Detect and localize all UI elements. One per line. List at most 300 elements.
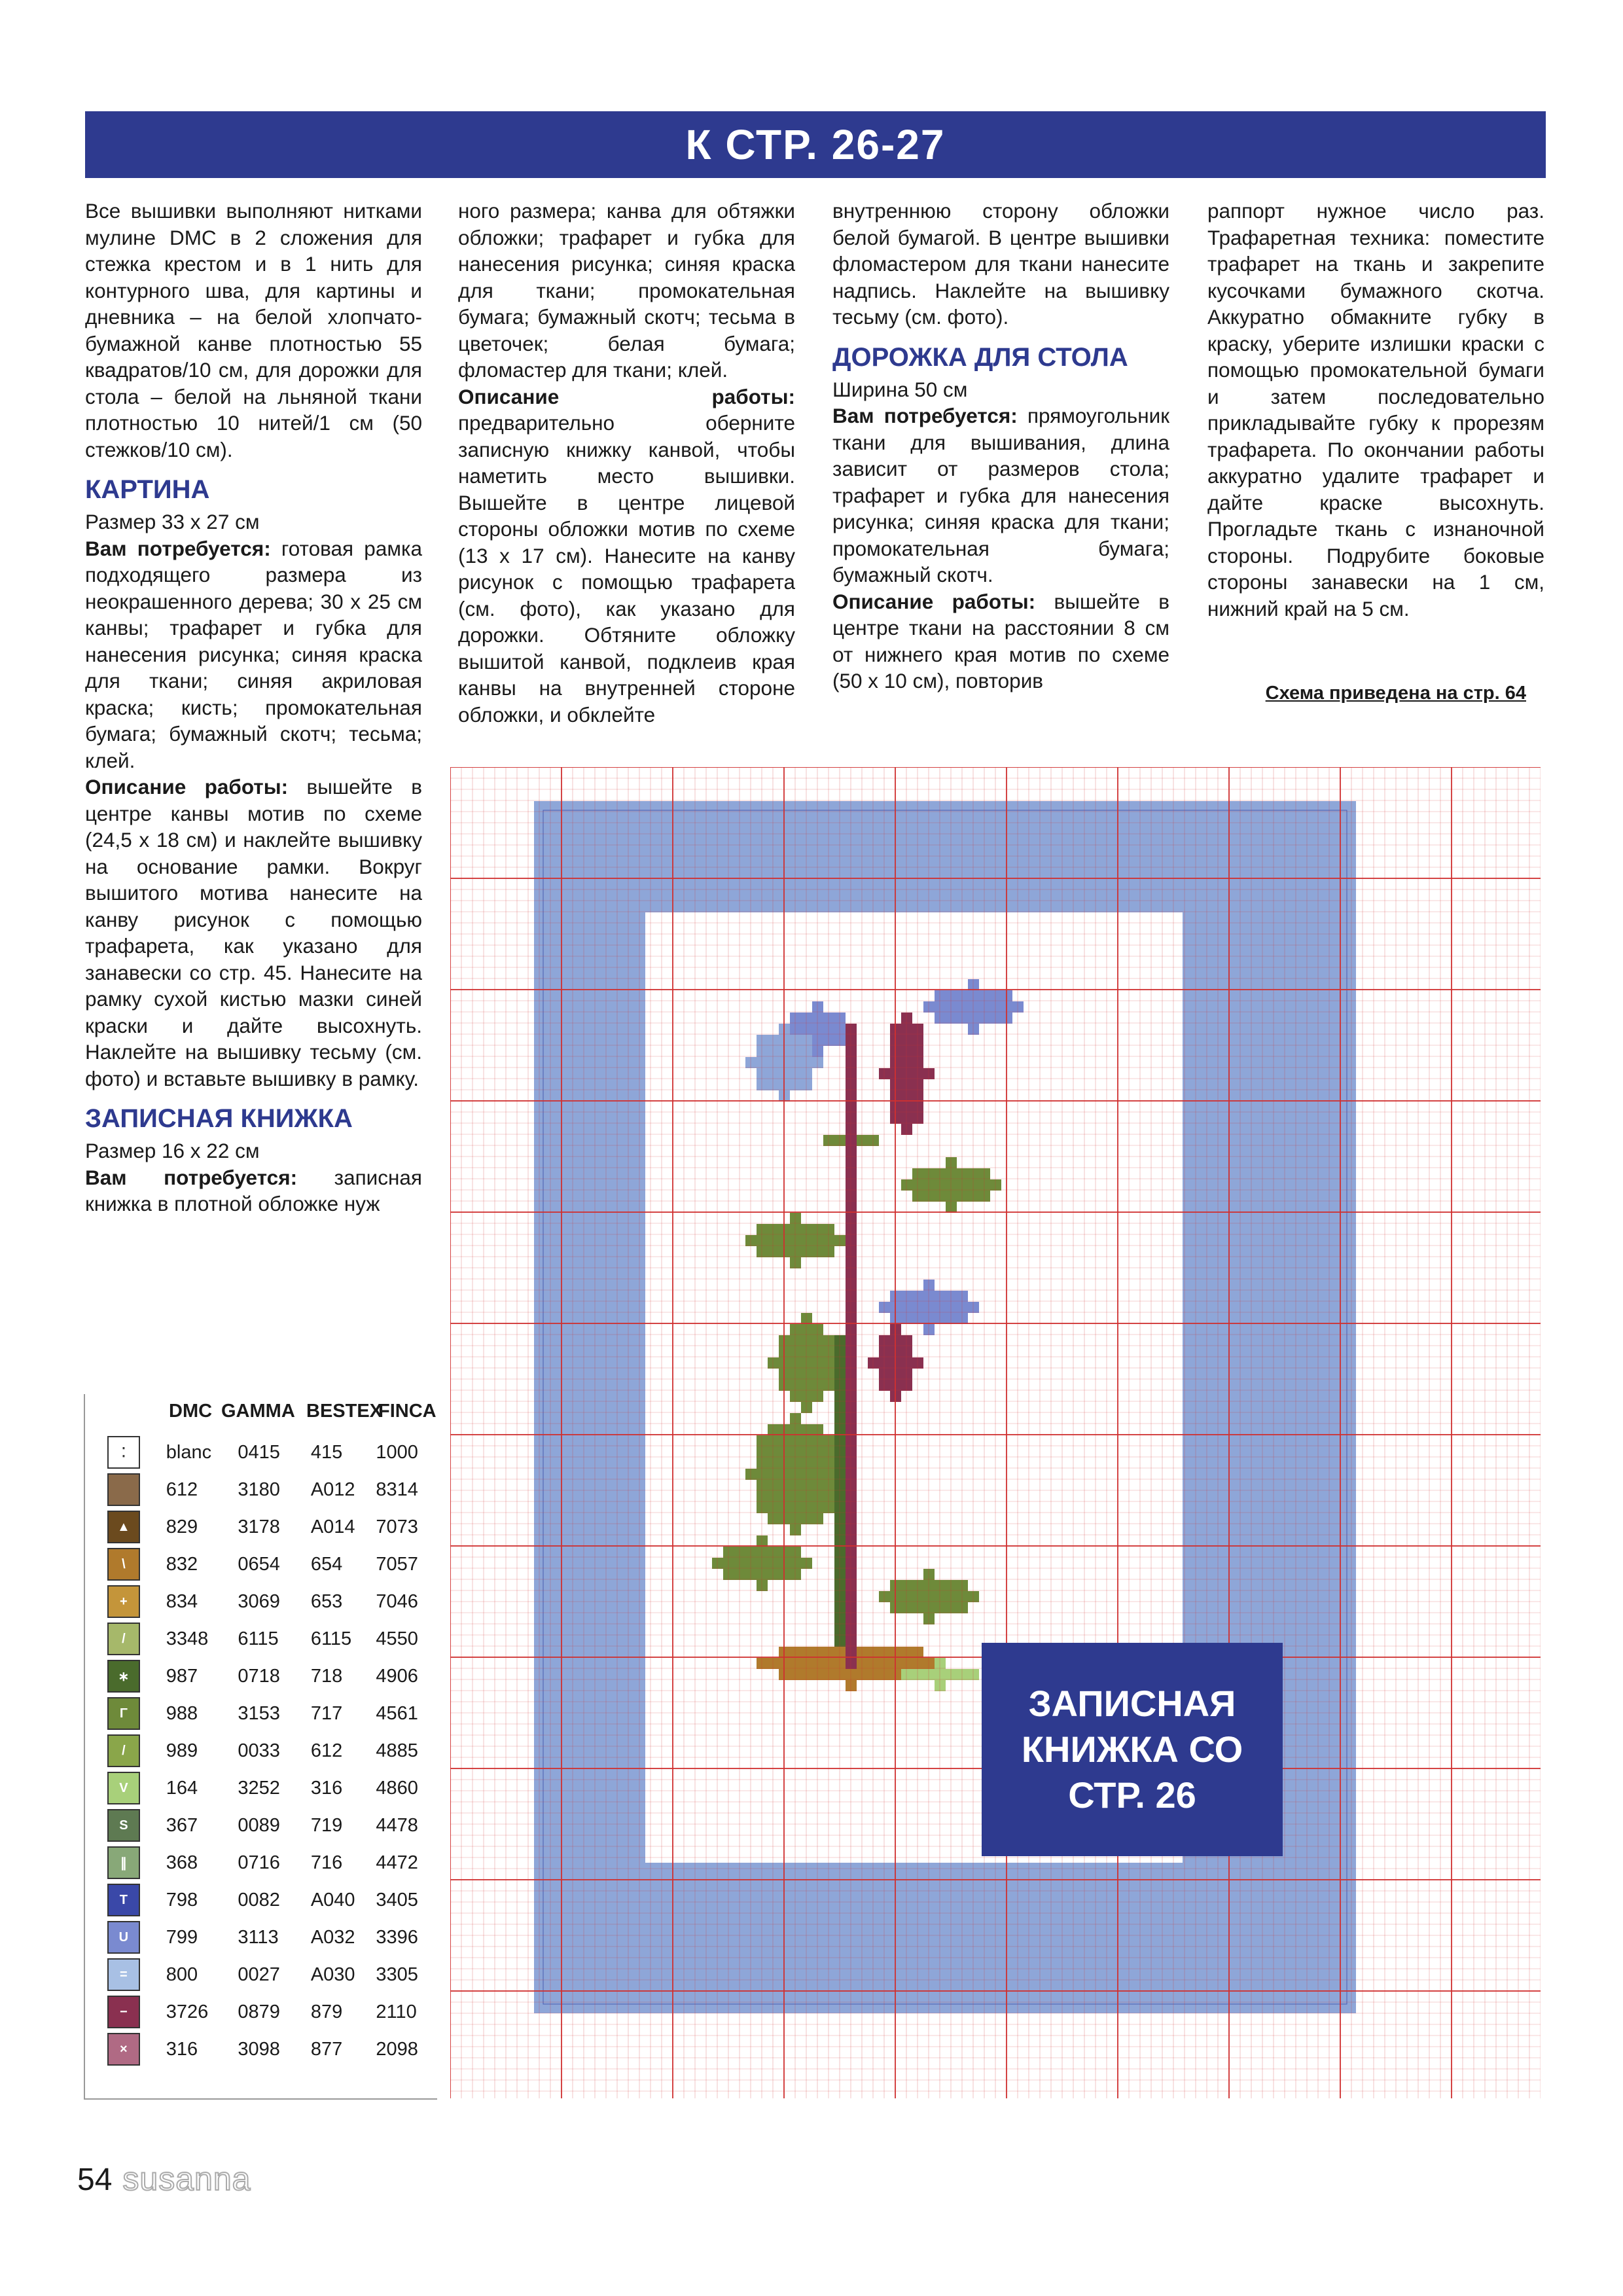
- legend-head-finca: FINCA: [378, 1401, 437, 1422]
- leaf-stitch: [768, 1569, 779, 1580]
- stem-stitch: [901, 1079, 912, 1090]
- stem-stitch: [846, 1324, 857, 1335]
- leaf-stitch: [901, 1602, 912, 1613]
- leaf-stitch: [812, 1446, 823, 1458]
- legend-gamma-code: 0033: [238, 1740, 280, 1761]
- legend-dmc-code: 800: [166, 1964, 198, 1985]
- flower-stitch: [946, 990, 957, 1001]
- leaf-stitch: [757, 1569, 768, 1580]
- leaf-stitch: [957, 1591, 968, 1602]
- stem-stitch: [879, 1335, 890, 1346]
- leaf-stitch: [912, 1602, 923, 1613]
- leaf-stitch: [812, 1224, 823, 1235]
- leaf-stitch: [790, 1446, 801, 1458]
- leaf-stitch: [757, 1535, 768, 1547]
- stem-stitch: [846, 1602, 857, 1613]
- notebook-desc-cont: внутреннюю сторону обложки белой бумагой. В центре вышивки фломастером для ткани нанесите надпись. Наклейте на вышивку тесьму (см. фото).: [832, 199, 1169, 329]
- flower-stitch: [834, 1024, 846, 1035]
- legend-dmc-code: 367: [166, 1814, 198, 1836]
- grass-stitch: [957, 1669, 968, 1680]
- legend-dmc-code: 829: [166, 1516, 198, 1537]
- leaf-stitch: [812, 1324, 823, 1335]
- leaf-stitch: [812, 1357, 823, 1369]
- grass-stitch: [901, 1669, 912, 1680]
- intro-text: Все вышивки выполняют нитками мулине DMC в 2 сложения для стежка крестом и в 1 нить для контурного шва, для картины и дневника – на белой хлопчато-бумажной канве плотностью 55 квадратов/10 см, для дорожки для стола – белой на льняной ткани плотностью 10 нитей/1 см (50 стежков/10 см).: [85, 199, 422, 461]
- flower-stitch: [912, 1291, 923, 1302]
- leaf-stitch: [968, 1179, 979, 1191]
- stem-stitch: [912, 1079, 923, 1090]
- stem-stitch: [834, 1446, 846, 1458]
- flower-stitch: [879, 1302, 890, 1313]
- stem-stitch: [846, 1224, 857, 1235]
- leaf-stitch: [823, 1346, 834, 1357]
- stem-stitch: [879, 1346, 890, 1357]
- leaf-stitch: [823, 1380, 834, 1391]
- leaf-stitch: [734, 1558, 745, 1569]
- legend-finca-code: 7057: [376, 1553, 418, 1575]
- legend-finca-code: 4550: [376, 1628, 418, 1649]
- leaf-stitch: [812, 1480, 823, 1491]
- flower-stitch: [790, 1068, 801, 1079]
- color-swatch: [107, 1473, 140, 1506]
- leaf-stitch: [801, 1402, 812, 1413]
- leaf-stitch: [790, 1435, 801, 1446]
- legend-row: [107, 1661, 435, 1691]
- stem-stitch: [834, 1569, 846, 1580]
- flower-stitch: [923, 1280, 935, 1291]
- leaf-stitch: [946, 1202, 957, 1213]
- stem-stitch: [901, 1113, 912, 1124]
- stem-stitch: [901, 1346, 912, 1357]
- leaf-stitch: [812, 1346, 823, 1357]
- stem-stitch: [912, 1035, 923, 1046]
- leaf-stitch: [946, 1591, 957, 1602]
- flower-stitch: [790, 1057, 801, 1068]
- stem-stitch: [846, 1369, 857, 1380]
- soil-stitch: [846, 1680, 857, 1691]
- flower-stitch: [745, 1057, 757, 1068]
- legend-bestex-code: 879: [310, 2001, 343, 2022]
- legend-header: [169, 1401, 437, 1422]
- runner-need-text: прямоугольник ткани для вышивания, длина зависит от размеров стола; трафарет и губка для нанесения рисунка; синяя краска для ткани; промокательная бумага; бумажный скотч.: [832, 404, 1169, 586]
- color-swatch: Γ: [107, 1697, 140, 1730]
- leaf-stitch: [790, 1469, 801, 1480]
- leaf-stitch: [857, 1135, 868, 1146]
- leaf-stitch: [935, 1191, 946, 1202]
- leaf-stitch: [935, 1168, 946, 1179]
- stem-stitch: [846, 1402, 857, 1413]
- flower-stitch: [768, 1057, 779, 1068]
- soil-stitch: [879, 1658, 890, 1669]
- leaf-stitch: [723, 1569, 734, 1580]
- legend-gamma-code: 0027: [238, 1964, 280, 1985]
- flower-stitch: [957, 990, 968, 1001]
- legend-row: [107, 1512, 435, 1542]
- leaf-stitch: [790, 1413, 801, 1424]
- stem-stitch: [834, 1524, 846, 1535]
- leaf-stitch: [901, 1580, 912, 1591]
- scheme-reference: Схема приведена на стр. 64: [1265, 683, 1526, 704]
- leaf-stitch: [790, 1458, 801, 1469]
- legend-bestex-code: 877: [310, 2038, 343, 2060]
- grass-stitch: [935, 1669, 946, 1680]
- leaf-stitch: [768, 1469, 779, 1480]
- flower-stitch: [979, 1013, 990, 1024]
- leaf-stitch: [801, 1446, 812, 1458]
- leaf-stitch: [812, 1335, 823, 1346]
- leaf-stitch: [757, 1458, 768, 1469]
- leaf-stitch: [801, 1369, 812, 1380]
- stem-stitch: [846, 1291, 857, 1302]
- flower-stitch: [968, 979, 979, 990]
- soil-stitch: [846, 1669, 857, 1680]
- stem-stitch: [834, 1547, 846, 1558]
- stem-stitch: [846, 1246, 857, 1257]
- leaf-stitch: [923, 1602, 935, 1613]
- leaf-stitch: [812, 1235, 823, 1246]
- leaf-stitch: [757, 1235, 768, 1246]
- leaf-stitch: [801, 1313, 812, 1324]
- leaf-stitch: [745, 1558, 757, 1569]
- flower-stitch: [957, 1313, 968, 1324]
- soil-stitch: [857, 1658, 868, 1669]
- flower-stitch: [812, 1057, 823, 1068]
- leaf-stitch: [790, 1502, 801, 1513]
- flower-stitch: [968, 1013, 979, 1024]
- kartina-need-label: Вам потребуется:: [85, 536, 271, 560]
- stem-stitch: [912, 1090, 923, 1102]
- leaf-stitch: [812, 1369, 823, 1380]
- legend-dmc-code: 834: [166, 1590, 198, 1612]
- stem-stitch: [846, 1524, 857, 1535]
- soil-stitch: [868, 1647, 879, 1658]
- leaf-stitch: [801, 1458, 812, 1469]
- legend-dmc-code: 3726: [166, 2001, 209, 2022]
- legend-dmc-code: 798: [166, 1889, 198, 1910]
- leaf-stitch: [734, 1547, 745, 1558]
- flower-stitch: [935, 1302, 946, 1313]
- leaf-stitch: [923, 1580, 935, 1591]
- soil-stitch: [823, 1658, 834, 1669]
- legend-gamma-code: 0415: [238, 1441, 280, 1463]
- runner-desc-cont: раппорт нужное число раз. Трафаретная техника: поместите трафарет на ткань и закрепите кусочками бумажного скотча. Аккуратно обмакните губку в краску, уберите излишки краски с помощью промокательной бумаги и затем последовательно прикладывайте губку к прорезям трафарета. По окончании работы аккуратно удалите трафарет и дайте краске высохнуть. Прогладьте ткань с изнаночной стороны. Подрубите боковые стороны занавески на 1 см, нижний край на 5 см.: [1207, 199, 1544, 620]
- soil-stitch: [879, 1647, 890, 1658]
- leaf-stitch: [812, 1469, 823, 1480]
- color-swatch: ▲: [107, 1511, 140, 1543]
- stem-stitch: [846, 1424, 857, 1435]
- stem-stitch: [901, 1046, 912, 1057]
- leaf-stitch: [768, 1224, 779, 1235]
- legend-dmc-code: 987: [166, 1665, 198, 1687]
- legend-gamma-code: 0082: [238, 1889, 280, 1910]
- stem-stitch: [846, 1024, 857, 1035]
- leaf-stitch: [912, 1191, 923, 1202]
- soil-stitch: [901, 1658, 912, 1669]
- leaf-stitch: [768, 1513, 779, 1524]
- leaf-stitch: [801, 1357, 812, 1369]
- stem-stitch: [912, 1068, 923, 1079]
- stem-stitch: [846, 1335, 857, 1346]
- stem-stitch: [846, 1124, 857, 1135]
- soil-stitch: [812, 1647, 823, 1658]
- stem-stitch: [846, 1191, 857, 1202]
- flower-stitch: [968, 1024, 979, 1035]
- legend-gamma-code: 0716: [238, 1852, 280, 1873]
- stem-stitch: [868, 1357, 879, 1369]
- leaf-stitch: [823, 1235, 834, 1246]
- flower-stitch: [901, 1302, 912, 1313]
- stem-stitch: [879, 1068, 890, 1079]
- stem-stitch: [846, 1658, 857, 1669]
- flower-stitch: [834, 1035, 846, 1046]
- flower-stitch: [768, 1068, 779, 1079]
- flower-stitch: [768, 1079, 779, 1090]
- kartina-need-text: готовая рамка подходящего размера из неокрашенного дерева; 30 х 25 см канвы; трафарет и губка для нанесения рисунка; синяя краска для ткани; синяя акриловая краска; кисть; промокательная бумага; бумажный скотч; тесьма; клей.: [85, 536, 422, 772]
- stem-stitch: [834, 1391, 846, 1402]
- legend-gamma-code: 0654: [238, 1553, 280, 1575]
- stem-stitch: [901, 1013, 912, 1024]
- legend-dmc-code: blanc: [166, 1441, 212, 1463]
- legend-bestex-code: 716: [310, 1852, 343, 1873]
- legend-dmc-code: 832: [166, 1553, 198, 1575]
- stem-stitch: [901, 1068, 912, 1079]
- leaf-stitch: [923, 1569, 935, 1580]
- soil-stitch: [757, 1658, 768, 1669]
- leaf-stitch: [957, 1580, 968, 1591]
- stem-stitch: [834, 1624, 846, 1636]
- stem-stitch: [834, 1357, 846, 1369]
- stem-stitch: [846, 1591, 857, 1602]
- leaf-stitch: [946, 1580, 957, 1591]
- grass-stitch: [935, 1658, 946, 1669]
- stem-stitch: [834, 1435, 846, 1446]
- soil-stitch: [857, 1647, 868, 1658]
- leaf-stitch: [968, 1191, 979, 1202]
- color-swatch: ×: [107, 2033, 140, 2066]
- leaf-stitch: [745, 1547, 757, 1558]
- stem-stitch: [846, 1491, 857, 1502]
- leaf-stitch: [823, 1502, 834, 1513]
- soil-stitch: [912, 1647, 923, 1658]
- leaf-stitch: [757, 1580, 768, 1591]
- flower-stitch: [801, 1068, 812, 1079]
- stem-stitch: [834, 1602, 846, 1613]
- notebook-heading: ЗАПИСНАЯ КНИЖКА: [85, 1104, 353, 1133]
- leaf-stitch: [757, 1224, 768, 1235]
- stem-stitch: [846, 1168, 857, 1179]
- legend-row: [107, 1922, 435, 1952]
- legend-bestex-code: 415: [310, 1441, 343, 1463]
- soil-stitch: [790, 1658, 801, 1669]
- stem-stitch: [846, 1146, 857, 1157]
- grass-stitch: [912, 1669, 923, 1680]
- legend-bestex-code: A030: [310, 1964, 355, 1985]
- leaf-stitch: [801, 1224, 812, 1235]
- leaf-stitch: [935, 1179, 946, 1191]
- stem-stitch: [912, 1102, 923, 1113]
- flower-stitch: [912, 1302, 923, 1313]
- stem-stitch: [923, 1068, 935, 1079]
- stem-stitch: [846, 1558, 857, 1569]
- stem-stitch: [834, 1413, 846, 1424]
- legend-head-dmc: DMC: [169, 1401, 213, 1422]
- leaf-stitch: [757, 1435, 768, 1446]
- legend-bestex-code: 717: [310, 1702, 343, 1724]
- legend-row: [107, 1698, 435, 1729]
- flower-stitch: [901, 1291, 912, 1302]
- legend-bestex-code: 6115: [310, 1628, 352, 1649]
- leaf-stitch: [768, 1547, 779, 1558]
- leaf-stitch: [790, 1569, 801, 1580]
- stem-stitch: [846, 1046, 857, 1057]
- stem-stitch: [879, 1369, 890, 1380]
- stem-stitch: [912, 1057, 923, 1068]
- notebook-desc-label: Описание работы:: [458, 384, 795, 408]
- leaf-stitch: [901, 1591, 912, 1602]
- leaf-stitch: [757, 1246, 768, 1257]
- color-swatch: =: [107, 1958, 140, 1991]
- flower-stitch: [946, 1001, 957, 1013]
- page-title: К СТР. 26-27: [85, 111, 1546, 178]
- legend-row: [107, 1997, 435, 2027]
- leaf-stitch: [912, 1591, 923, 1602]
- stem-stitch: [879, 1357, 890, 1369]
- flower-stitch: [757, 1035, 768, 1046]
- notebook-badge: [982, 1643, 1283, 1856]
- flower-stitch: [990, 1013, 1001, 1024]
- flower-stitch: [790, 1079, 801, 1090]
- legend-bestex-code: 316: [310, 1777, 343, 1799]
- leaf-stitch: [879, 1591, 890, 1602]
- kartina-desc-text: вышейте в центре канвы мотив по схеме (24,5 х 18 см) и наклейте вышивку на основание рамки. Вокруг вышитого мотива нанесите на канву рисунок с помощью трафарета, как указано для занавески со стр. 45. Нанесите на рамку сухой кистью мазки синей краски и дайте высохнуть. Наклейте на вышивку тесьму (см. фото) и вставьте вышивку в рамку.: [85, 775, 423, 1090]
- stem-stitch: [846, 1302, 857, 1313]
- legend-row: [107, 1587, 435, 1617]
- stem-stitch: [846, 1213, 857, 1224]
- legend-row: [107, 1960, 435, 1990]
- leaf-stitch: [923, 1168, 935, 1179]
- legend-dmc-code: 164: [166, 1777, 198, 1799]
- stem-stitch: [846, 1235, 857, 1246]
- flower-stitch: [957, 1291, 968, 1302]
- stem-stitch: [834, 1558, 846, 1569]
- page-number: 54: [77, 2162, 113, 2197]
- leaf-stitch: [768, 1424, 779, 1435]
- flower-stitch: [990, 990, 1001, 1001]
- legend-bestex-code: 719: [310, 1814, 343, 1836]
- badge-line-2: КНИЖКА СО: [1021, 1729, 1243, 1770]
- soil-stitch: [834, 1658, 846, 1669]
- flower-stitch: [923, 1313, 935, 1324]
- soil-stitch: [790, 1647, 801, 1658]
- stem-stitch: [846, 1480, 857, 1491]
- leaf-stitch: [979, 1191, 990, 1202]
- flower-stitch: [801, 1057, 812, 1068]
- leaf-stitch: [823, 1435, 834, 1446]
- legend-row: [107, 1549, 435, 1579]
- flower-stitch: [923, 1001, 935, 1013]
- stem-stitch: [834, 1502, 846, 1513]
- leaf-stitch: [790, 1424, 801, 1435]
- leaf-stitch: [823, 1469, 834, 1480]
- leaf-stitch: [946, 1191, 957, 1202]
- leaf-stitch: [812, 1424, 823, 1435]
- legend-gamma-code: 0718: [238, 1665, 280, 1687]
- legend-finca-code: 2110: [376, 2001, 417, 2022]
- color-swatch: −: [107, 1996, 140, 2028]
- flower-stitch: [812, 1013, 823, 1024]
- flower-stitch: [946, 1291, 957, 1302]
- legend-gamma-code: 6115: [238, 1628, 279, 1649]
- kartina-desc: [85, 774, 422, 1092]
- stem-stitch: [846, 1647, 857, 1658]
- soil-stitch: [823, 1647, 834, 1658]
- legend-bestex-code: A032: [310, 1926, 355, 1948]
- legend-dmc-code: 988: [166, 1702, 198, 1724]
- leaf-stitch: [790, 1480, 801, 1491]
- legend-dmc-code: 989: [166, 1740, 198, 1761]
- leaf-stitch: [823, 1480, 834, 1491]
- soil-stitch: [868, 1658, 879, 1669]
- stem-stitch: [846, 1413, 857, 1424]
- leaf-stitch: [768, 1558, 779, 1569]
- stem-stitch: [901, 1102, 912, 1113]
- legend-finca-code: 4885: [376, 1740, 418, 1761]
- leaf-stitch: [790, 1524, 801, 1535]
- leaf-stitch: [812, 1491, 823, 1502]
- leaf-stitch: [823, 1335, 834, 1346]
- flower-stitch: [946, 1302, 957, 1313]
- leaf-stitch: [712, 1558, 723, 1569]
- leaf-stitch: [768, 1446, 779, 1458]
- leaf-stitch: [957, 1179, 968, 1191]
- leaf-stitch: [935, 1602, 946, 1613]
- color-swatch: /: [107, 1734, 140, 1767]
- legend-finca-code: 1000: [376, 1441, 418, 1463]
- leaf-stitch: [768, 1357, 779, 1369]
- legend-bestex-code: A014: [310, 1516, 355, 1537]
- legend-gamma-code: 3113: [238, 1926, 279, 1948]
- stem-stitch: [846, 1113, 857, 1124]
- notebook-need-text: записная книжка в плотной обложке нуж: [85, 1165, 422, 1215]
- legend-bestex-code: 654: [310, 1553, 343, 1575]
- soil-stitch: [868, 1669, 879, 1680]
- leaf-stitch: [768, 1435, 779, 1446]
- flower-stitch: [812, 1024, 823, 1035]
- legend-finca-code: 3405: [376, 1889, 418, 1910]
- legend-gamma-code: 3098: [238, 2038, 280, 2060]
- leaf-stitch: [957, 1191, 968, 1202]
- leaf-stitch: [757, 1491, 768, 1502]
- stem-stitch: [912, 1113, 923, 1124]
- leaf-stitch: [946, 1179, 957, 1191]
- stem-stitch: [846, 1624, 857, 1636]
- stem-stitch: [846, 1446, 857, 1458]
- legend-finca-code: 4472: [376, 1852, 418, 1873]
- page-footer: [77, 2160, 251, 2198]
- legend-finca-code: 2098: [376, 2038, 418, 2060]
- leaf-stitch: [768, 1491, 779, 1502]
- stem-stitch: [846, 1068, 857, 1079]
- flower-stitch: [912, 1313, 923, 1324]
- notebook-size: Размер 16 х 22 см: [85, 1139, 260, 1162]
- leaf-stitch: [801, 1246, 812, 1257]
- flower-stitch: [790, 1035, 801, 1046]
- grass-stitch: [923, 1669, 935, 1680]
- flower-stitch: [757, 1068, 768, 1079]
- leaf-stitch: [790, 1369, 801, 1380]
- legend-dmc-code: 3348: [166, 1628, 209, 1649]
- flower-stitch: [823, 1024, 834, 1035]
